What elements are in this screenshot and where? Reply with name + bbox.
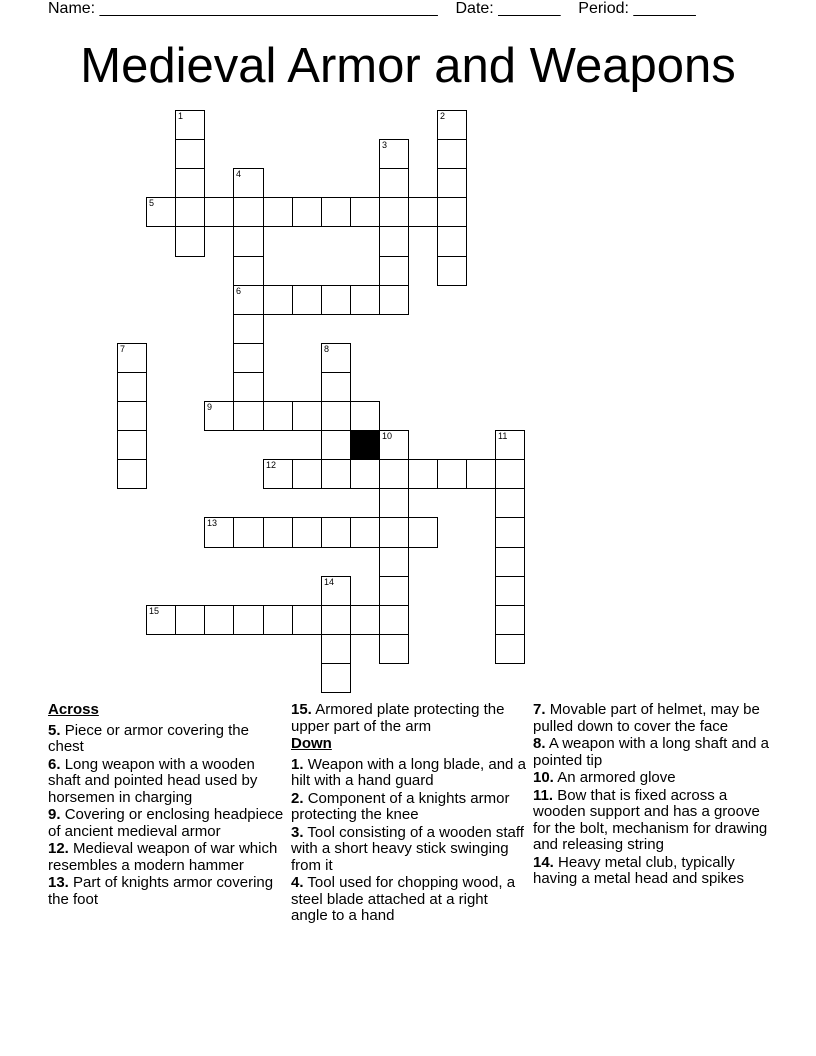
clue-text: Part of knights armor covering the foot xyxy=(48,874,274,908)
clue-text: Tool consisting of a wooden staff with a short heavy stick swinging from it xyxy=(291,823,524,874)
clue-item xyxy=(48,875,284,908)
clues-column-2 xyxy=(291,702,527,926)
grid-cell[interactable] xyxy=(233,401,264,431)
clue-number: 8. xyxy=(533,735,546,752)
grid-cell[interactable] xyxy=(263,517,293,548)
grid-cell[interactable] xyxy=(379,576,409,606)
clue-item xyxy=(48,841,284,874)
grid-cell[interactable] xyxy=(292,197,322,227)
grid-cell[interactable] xyxy=(350,197,380,227)
clue-text: Medieval weapon of war which resembles a modern hammer xyxy=(48,840,278,874)
clue-number-label: 10 xyxy=(382,431,393,441)
grid-cell[interactable] xyxy=(321,285,351,315)
clue-item xyxy=(291,791,527,824)
clue-text: Component of a knights armor protecting the knee xyxy=(291,789,510,823)
clue-item xyxy=(533,702,773,735)
grid-cell[interactable] xyxy=(379,605,409,635)
date-blank[interactable]: _______ xyxy=(498,0,561,17)
grid-cell[interactable] xyxy=(379,430,409,460)
grid-cell[interactable] xyxy=(117,401,147,431)
clues-column-3 xyxy=(533,702,773,889)
grid-cell[interactable] xyxy=(321,663,351,693)
grid-cell[interactable] xyxy=(437,197,467,227)
clue-number: 6. xyxy=(48,755,61,773)
grid-cell[interactable] xyxy=(321,634,351,664)
grid-cell[interactable] xyxy=(117,459,147,489)
grid-cell[interactable] xyxy=(379,547,409,577)
clue-number: 2. xyxy=(291,789,304,807)
clue-number: 4. xyxy=(291,874,304,891)
clue-text: Covering or enclosing headpiece of ancient medieval armor xyxy=(48,806,284,840)
clue-number-label: 14 xyxy=(324,577,335,587)
clue-number: 3. xyxy=(291,823,304,841)
grid-cell[interactable] xyxy=(292,517,322,548)
grid-cell[interactable] xyxy=(495,576,525,606)
clue-number: 13. xyxy=(48,874,69,891)
clue-number-label: 12 xyxy=(266,460,277,470)
black-square xyxy=(350,430,380,460)
grid-cell[interactable] xyxy=(437,256,467,286)
grid-cell[interactable] xyxy=(379,226,409,257)
clue-number-label: 8 xyxy=(324,344,330,354)
clue-list xyxy=(48,723,284,909)
down-heading: Down xyxy=(291,735,332,752)
grid-cell[interactable] xyxy=(233,226,264,257)
grid-cell[interactable] xyxy=(204,401,234,431)
grid-cell[interactable] xyxy=(495,605,525,635)
clue-list xyxy=(291,702,527,735)
clues-column-1 xyxy=(48,702,284,909)
clue-item xyxy=(48,723,284,756)
grid-cell[interactable] xyxy=(466,459,496,489)
clue-number: 12. xyxy=(48,840,69,857)
grid-cell[interactable] xyxy=(437,226,467,257)
clue-text: Weapon with a long blade, and a hilt with a hand guard xyxy=(291,755,526,789)
grid-cell[interactable] xyxy=(233,197,264,227)
grid-cell[interactable] xyxy=(321,517,351,548)
grid-cell[interactable] xyxy=(263,605,293,635)
grid-cell[interactable] xyxy=(292,459,322,489)
grid-cell[interactable] xyxy=(495,634,525,664)
clue-number: 1. xyxy=(291,755,304,773)
across-heading: Across xyxy=(48,701,99,718)
grid-cell[interactable] xyxy=(495,517,525,548)
grid-cell[interactable] xyxy=(379,256,409,286)
grid-cell[interactable] xyxy=(379,517,409,548)
clue-text: Tool used for chopping wood, a steel blade attached at a right angle to a hand xyxy=(291,874,516,924)
grid-cell[interactable] xyxy=(233,256,264,286)
grid-cell[interactable] xyxy=(379,168,409,198)
clue-number-label: 5 xyxy=(149,198,155,208)
grid-cell[interactable] xyxy=(204,605,234,635)
grid-cell[interactable] xyxy=(437,139,467,169)
grid-cell[interactable] xyxy=(233,285,264,315)
grid-cell[interactable] xyxy=(146,197,176,227)
name-blank[interactable]: ______________________________________ xyxy=(99,0,438,17)
clue-item xyxy=(48,807,284,840)
grid-cell[interactable] xyxy=(321,430,351,460)
clue-number: 5. xyxy=(48,721,61,739)
clue-number-label: 15 xyxy=(149,606,160,616)
clue-number-label: 4 xyxy=(236,169,242,179)
grid-cell[interactable] xyxy=(437,459,467,489)
period-blank[interactable]: _______ xyxy=(633,0,696,17)
grid-cell[interactable] xyxy=(175,168,205,198)
clue-text: A weapon with a long shaft and a pointed tip xyxy=(533,735,770,769)
grid-cell[interactable] xyxy=(175,197,205,227)
grid-cell[interactable] xyxy=(408,517,438,548)
grid-cell[interactable] xyxy=(379,634,409,664)
clue-text: An armored glove xyxy=(557,769,676,786)
grid-cell[interactable] xyxy=(350,605,380,635)
grid-cell[interactable] xyxy=(117,372,147,402)
clue-number-label: 2 xyxy=(440,111,446,121)
clue-item xyxy=(533,788,773,854)
grid-cell[interactable] xyxy=(321,459,351,489)
grid-cell[interactable] xyxy=(321,605,351,635)
date-label: Date: xyxy=(455,0,494,17)
period-label: Period: xyxy=(578,0,629,17)
grid-cell[interactable] xyxy=(175,110,205,140)
grid-cell[interactable] xyxy=(495,547,525,577)
grid-cell[interactable] xyxy=(379,285,409,315)
grid-cell[interactable] xyxy=(321,343,351,373)
grid-cell[interactable] xyxy=(350,285,380,315)
clue-list xyxy=(291,757,527,925)
grid-cell[interactable] xyxy=(495,459,525,489)
grid-cell[interactable] xyxy=(175,605,205,635)
grid-cell[interactable] xyxy=(321,197,351,227)
grid-cell[interactable] xyxy=(379,139,409,169)
clue-item xyxy=(48,757,284,807)
clue-number-label: 3 xyxy=(382,140,388,150)
grid-cell[interactable] xyxy=(437,168,467,198)
clue-number: 7. xyxy=(533,701,546,718)
clue-number: 14. xyxy=(533,853,554,871)
clue-item xyxy=(533,736,773,769)
grid-cell[interactable] xyxy=(175,139,205,169)
clue-number-label: 9 xyxy=(207,402,213,412)
grid-cell[interactable] xyxy=(350,459,380,489)
clue-number: 9. xyxy=(48,806,61,823)
clue-number: 11. xyxy=(533,786,554,804)
grid-cell[interactable] xyxy=(292,285,322,315)
clue-text: Bow that is fixed across a wooden support and has a groove for the bolt, mechanism for drawing and releasing string xyxy=(533,786,768,853)
grid-cell[interactable] xyxy=(379,197,409,227)
grid-cell[interactable] xyxy=(408,459,438,489)
grid-cell[interactable] xyxy=(408,197,438,227)
grid-cell[interactable] xyxy=(321,401,351,431)
grid-cell[interactable] xyxy=(263,459,293,489)
clue-number-label: 7 xyxy=(120,344,126,354)
clue-number: 15. xyxy=(291,701,312,718)
clue-item xyxy=(533,855,773,888)
grid-cell[interactable] xyxy=(321,372,351,402)
clue-number-label: 6 xyxy=(236,286,242,296)
grid-cell[interactable] xyxy=(263,285,293,315)
page-title: Medieval Armor and Weapons xyxy=(80,39,736,93)
grid-cell[interactable] xyxy=(233,343,264,373)
clue-item xyxy=(533,770,773,787)
grid-cell[interactable] xyxy=(350,517,380,548)
grid-cell[interactable] xyxy=(495,488,525,518)
clue-text: Heavy metal club, typically having a metal head and spikes xyxy=(533,853,744,887)
grid-cell[interactable] xyxy=(117,343,147,373)
clue-item xyxy=(291,875,527,925)
grid-cell[interactable] xyxy=(204,197,234,227)
name-label: Name: xyxy=(48,0,96,17)
grid-cell[interactable] xyxy=(175,226,205,257)
grid-cell[interactable] xyxy=(263,197,293,227)
grid-cell[interactable] xyxy=(350,401,380,431)
clue-item xyxy=(291,757,527,790)
clue-item xyxy=(291,702,527,735)
grid-cell[interactable] xyxy=(437,110,467,140)
grid-cell[interactable] xyxy=(263,401,293,431)
clue-text: Piece or armor covering the chest xyxy=(48,721,249,755)
grid-cell[interactable] xyxy=(292,605,322,635)
clue-list xyxy=(533,702,773,888)
grid-cell[interactable] xyxy=(146,605,176,635)
grid-cell[interactable] xyxy=(292,401,322,431)
grid-cell[interactable] xyxy=(495,430,525,460)
grid-cell[interactable] xyxy=(233,517,264,548)
grid-cell[interactable] xyxy=(379,459,409,489)
grid-cell[interactable] xyxy=(321,576,351,606)
grid-cell[interactable] xyxy=(117,430,147,460)
clue-number-label: 1 xyxy=(178,111,184,121)
clue-text: Movable part of helmet, may be pulled down to cover the face xyxy=(533,701,760,735)
clue-item xyxy=(291,825,527,875)
grid-cell[interactable] xyxy=(233,168,264,198)
clue-text: Long weapon with a wooden shaft and pointed head used by horsemen in charging xyxy=(48,755,258,806)
grid-cell[interactable] xyxy=(233,314,264,344)
clue-number-label: 13 xyxy=(207,518,218,528)
grid-cell[interactable] xyxy=(379,488,409,518)
clue-text: Armored plate protecting the upper part of the arm xyxy=(291,701,505,735)
clue-number: 10. xyxy=(533,769,554,786)
grid-cell[interactable] xyxy=(204,517,234,548)
grid-cell[interactable] xyxy=(233,372,264,402)
grid-cell[interactable] xyxy=(233,605,264,635)
clue-number-label: 11 xyxy=(498,431,508,441)
